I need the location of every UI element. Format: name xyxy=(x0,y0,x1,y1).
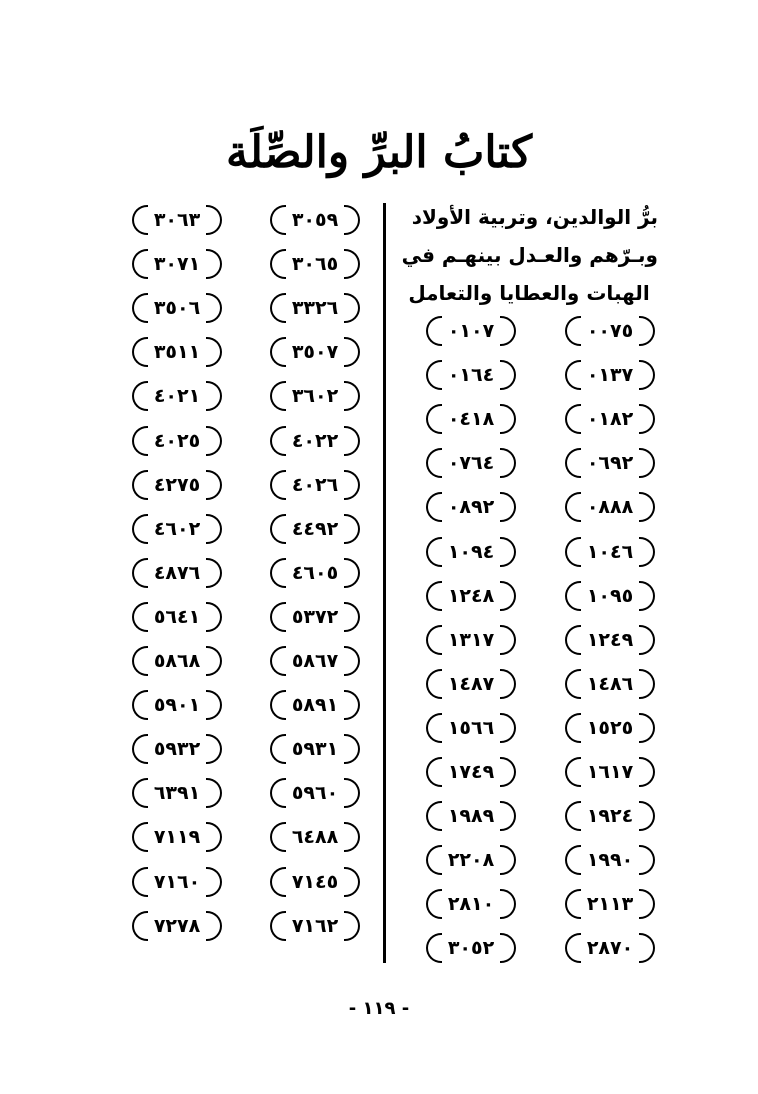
reference-number: ٢١١٣ xyxy=(565,887,655,921)
reference-number: ٤٦٠٥ xyxy=(270,556,360,590)
section-heading-line-2: وبـرّهم والعـدل بينهـم في xyxy=(401,243,658,267)
section-heading-line-1: برُّ الوالدين، وتربية الأولاد xyxy=(411,205,658,229)
reference-number: ٣٣٢٦ xyxy=(270,291,360,325)
reference-number: ٤٢٧٥ xyxy=(132,468,222,502)
page-title: كتابُ البرِّ والصِّلَة xyxy=(225,127,533,178)
reference-number: ٢٢٠٨ xyxy=(426,843,516,877)
reference-number: ١٣١٧ xyxy=(426,623,516,657)
reference-number: ٠٨٩٢ xyxy=(426,490,516,524)
reference-number: ٤٦٠٢ xyxy=(132,512,222,546)
reference-number: ١٥٢٥ xyxy=(565,711,655,745)
reference-number: ٧١٦٢ xyxy=(270,909,360,943)
reference-number: ١٢٤٨ xyxy=(426,579,516,613)
reference-number: ٣٥١١ xyxy=(132,335,222,369)
reference-number: ٠٤١٨ xyxy=(426,402,516,436)
reference-number: ٣٠٥٢ xyxy=(426,931,516,965)
reference-number: ٦٣٩١ xyxy=(132,776,222,810)
reference-number: ١٤٨٧ xyxy=(426,667,516,701)
reference-number: ٧١١٩ xyxy=(132,820,222,854)
reference-number: ٥٩٠١ xyxy=(132,688,222,722)
column-divider xyxy=(383,203,386,963)
reference-number: ٣٠٦٣ xyxy=(132,203,222,237)
reference-number: ٤٠٢١ xyxy=(132,379,222,413)
reference-number: ١٦١٧ xyxy=(565,755,655,789)
reference-number: ١٩٢٤ xyxy=(565,799,655,833)
reference-number: ٠٧٦٤ xyxy=(426,446,516,480)
reference-number: ١٠٤٦ xyxy=(565,535,655,569)
reference-number: ٥٨٦٨ xyxy=(132,644,222,678)
reference-number: ٧١٦٠ xyxy=(132,865,222,899)
reference-number: ٢٨١٠ xyxy=(426,887,516,921)
reference-number: ٤٠٢٦ xyxy=(270,468,360,502)
reference-number: ٠١٦٤ xyxy=(426,358,516,392)
reference-number: ١٧٤٩ xyxy=(426,755,516,789)
reference-number: ٥٨٩١ xyxy=(270,688,360,722)
reference-number: ١٢٤٩ xyxy=(565,623,655,657)
reference-number: ٣٥٠٧ xyxy=(270,335,360,369)
reference-number: ٧٢٧٨ xyxy=(132,909,222,943)
reference-number: ٥٩٦٠ xyxy=(270,776,360,810)
reference-number: ٣٦٠٢ xyxy=(270,379,360,413)
reference-number: ١٩٩٠ xyxy=(565,843,655,877)
reference-number: ٠١٣٧ xyxy=(565,358,655,392)
page-number: - ١١٩ - xyxy=(348,998,410,1019)
reference-number: ٤٤٩٢ xyxy=(270,512,360,546)
reference-number: ٣٥٠٦ xyxy=(132,291,222,325)
reference-number: ٤٨٧٦ xyxy=(132,556,222,590)
reference-number: ٠٦٩٢ xyxy=(565,446,655,480)
reference-number: ٠١٠٧ xyxy=(426,314,516,348)
reference-number: ١٩٨٩ xyxy=(426,799,516,833)
section-heading-line-3: الهبات والعطايا والتعامل xyxy=(408,281,650,305)
reference-number: ٠٠٧٥ xyxy=(565,314,655,348)
reference-number: ٥٩٣١ xyxy=(270,732,360,766)
reference-number: ٥٦٤١ xyxy=(132,600,222,634)
reference-number: ٦٤٨٨ xyxy=(270,820,360,854)
reference-number: ٣٠٥٩ xyxy=(270,203,360,237)
reference-number: ٤٠٢٢ xyxy=(270,424,360,458)
reference-number: ٠١٨٢ xyxy=(565,402,655,436)
reference-number: ٥٣٧٢ xyxy=(270,600,360,634)
reference-number: ٥٨٦٧ xyxy=(270,644,360,678)
reference-number: ٣٠٦٥ xyxy=(270,247,360,281)
reference-number: ٠٨٨٨ xyxy=(565,490,655,524)
reference-number: ٣٠٧١ xyxy=(132,247,222,281)
reference-number: ٧١٤٥ xyxy=(270,865,360,899)
reference-number: ١٠٩٤ xyxy=(426,535,516,569)
reference-number: ٤٠٢٥ xyxy=(132,424,222,458)
section-heading xyxy=(400,198,658,312)
reference-number: ١٤٨٦ xyxy=(565,667,655,701)
reference-number: ١٥٦٦ xyxy=(426,711,516,745)
reference-number: ٥٩٣٢ xyxy=(132,732,222,766)
reference-number: ١٠٩٥ xyxy=(565,579,655,613)
reference-number: ٢٨٧٠ xyxy=(565,931,655,965)
